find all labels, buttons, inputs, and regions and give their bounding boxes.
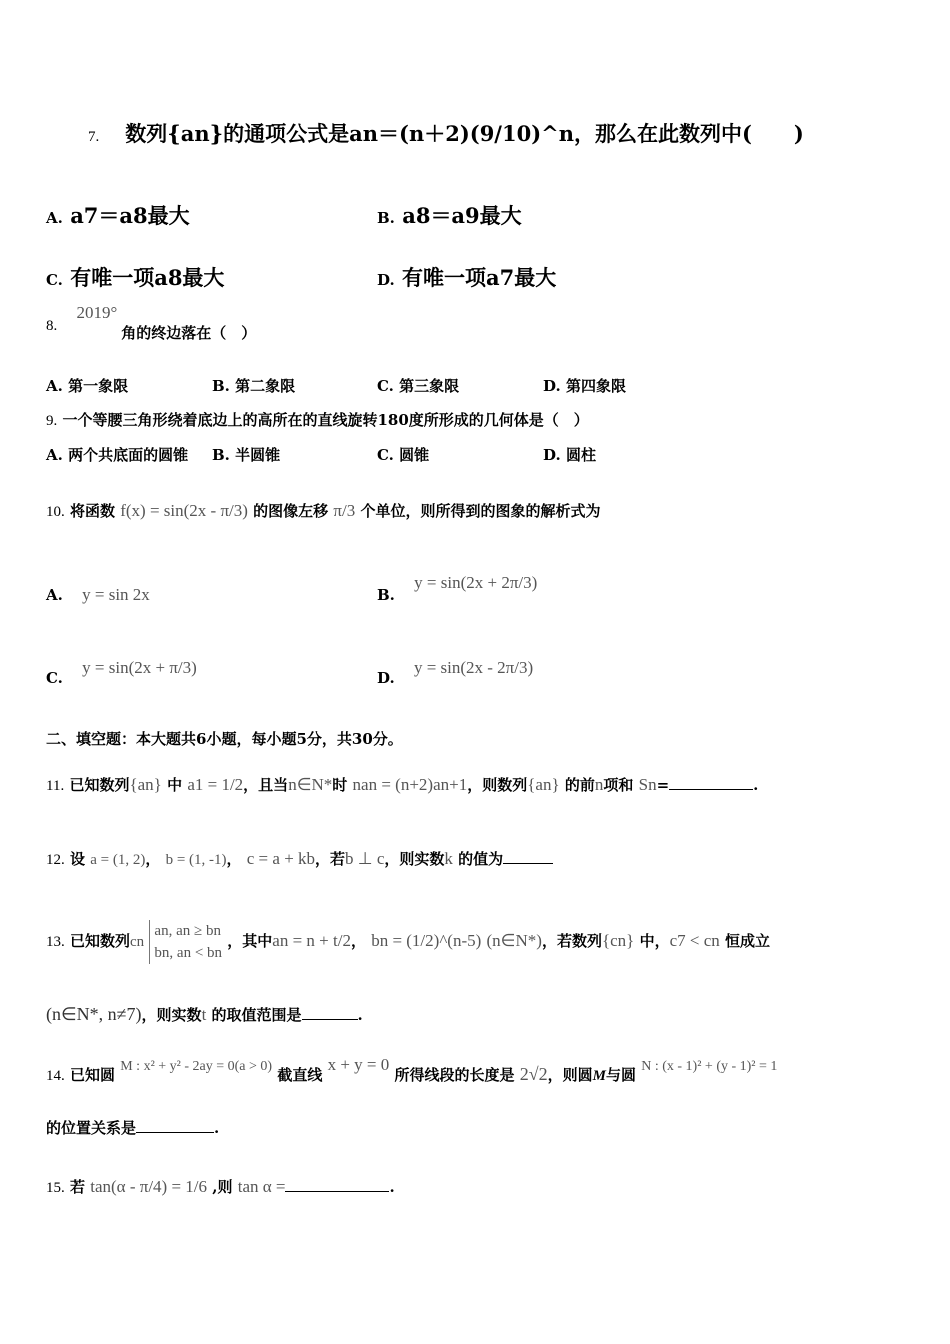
text: 时 xyxy=(332,776,348,794)
variable: n xyxy=(594,775,604,794)
text: . xyxy=(357,1006,363,1024)
question-number: 15. xyxy=(46,1180,65,1196)
circle-m: M : x² + y² - 2ay = 0(a > 0) xyxy=(120,1059,273,1074)
option-label: C. xyxy=(46,271,63,289)
circle-n: N : (x - 1)² + (y - 1)² = 1 xyxy=(641,1059,778,1074)
option-d xyxy=(543,444,596,465)
option-label: B. xyxy=(377,586,395,604)
question-7 xyxy=(88,118,804,148)
option-text: 有唯一项a8最大 xyxy=(70,265,225,290)
vector-b: b = (1, -1) xyxy=(165,852,227,868)
domain: (n∈N*) xyxy=(486,931,542,950)
text: 的取值范围是 xyxy=(211,1006,302,1024)
question-11 xyxy=(46,774,758,795)
option-label: D. xyxy=(377,271,395,289)
sum: Sn xyxy=(638,775,657,794)
text: 已知数列 xyxy=(69,932,130,950)
text: ,则 xyxy=(212,1178,233,1196)
option-text: 圆柱 xyxy=(565,446,596,464)
question-7-stem: 数列{an}的通项公式是an＝(n＋2)(9/10)^n，那么在此数列中( ) xyxy=(125,121,804,146)
text: 截直线 xyxy=(277,1066,323,1084)
option-c xyxy=(46,262,224,292)
vector-a: a = (1, 2) xyxy=(90,852,146,868)
sequence: cn xyxy=(130,934,145,950)
case: an, an ≥ bn xyxy=(154,923,221,939)
formula-an: an = n + t/2 xyxy=(272,931,351,950)
section-heading: 二、填空题：本大题共6小题，每小题5分，共30分。 xyxy=(46,730,403,748)
option-a xyxy=(46,200,190,230)
option-label: D. xyxy=(543,377,561,395)
option-d xyxy=(377,262,556,292)
text: 的前 xyxy=(564,776,595,794)
condition: n∈N* xyxy=(288,775,333,794)
question-14-cont xyxy=(46,1117,219,1138)
option-label: D. xyxy=(377,669,395,687)
initial-term: a1 = 1/2 xyxy=(187,775,244,794)
text: 已知圆 xyxy=(69,1066,115,1084)
option-text: 半圆锥 xyxy=(235,446,281,464)
question-number: 13. xyxy=(46,934,65,950)
question-15 xyxy=(46,1176,395,1197)
option-b xyxy=(212,375,295,396)
question-number: 14. xyxy=(46,1068,65,1084)
case: bn, an < bn xyxy=(154,945,223,961)
option-text: 第二象限 xyxy=(235,377,296,395)
piecewise-definition xyxy=(149,920,222,964)
answer-blank[interactable] xyxy=(302,1005,358,1020)
question-number: 12. xyxy=(46,852,65,868)
text: ，且当 xyxy=(243,776,289,794)
question-13: 13. 已知数列cn an, an ≥ bn bn, an < bn ，其中an = n + t/2， bn = (1/2)^(n-5) (n∈N*)，若数列{cn} 中，c7 < cn 恒成立 xyxy=(46,920,770,964)
option-label: A. xyxy=(46,209,63,227)
answer-blank[interactable] xyxy=(285,1177,389,1192)
option-label: A. xyxy=(46,586,63,604)
sequence: {an} xyxy=(527,775,560,794)
option-text: 有唯一项a7最大 xyxy=(402,265,557,290)
option-math: y = sin(2x + π/3) xyxy=(82,658,197,677)
text: 恒成立 xyxy=(725,932,771,950)
formula-bn: bn = (1/2)^(n-5) xyxy=(371,931,482,950)
option-d xyxy=(543,375,626,396)
option-text: 第一象限 xyxy=(68,377,129,395)
recurrence: nan = (n+2)an+1 xyxy=(352,775,468,794)
option-text: 第三象限 xyxy=(399,377,460,395)
option-c xyxy=(377,375,459,396)
option-b xyxy=(377,200,522,230)
shift-amount: π/3 xyxy=(333,501,356,520)
option-label: C. xyxy=(377,377,394,395)
option-c xyxy=(377,444,429,465)
target-expression: tan α = xyxy=(237,1177,286,1196)
text: ，若数列 xyxy=(541,932,602,950)
option-a xyxy=(46,375,128,396)
angle-value: 2019° xyxy=(76,303,118,322)
text: . xyxy=(753,776,759,794)
question-8-stem: 角的终边落在（ ） xyxy=(121,324,257,342)
question-number: 8. xyxy=(46,318,58,334)
text: ，则数列 xyxy=(467,776,528,794)
perpendicular-condition: b ⊥ c xyxy=(345,849,385,868)
option-a xyxy=(46,444,188,465)
text: . xyxy=(214,1119,220,1137)
option-label: C. xyxy=(46,669,63,687)
option-text: 圆锥 xyxy=(399,446,430,464)
text: 设 xyxy=(69,850,85,868)
inequality: c7 < cn xyxy=(669,931,720,950)
answer-blank[interactable] xyxy=(669,775,753,790)
option-b xyxy=(212,444,280,465)
question-13-cont xyxy=(46,1004,363,1025)
text: ，则圆 xyxy=(547,1066,593,1084)
option-d xyxy=(377,658,534,688)
variable: M xyxy=(592,1068,606,1084)
text: 若 xyxy=(69,1178,85,1196)
question-number: 11. xyxy=(46,778,65,794)
question-9 xyxy=(46,409,589,430)
variable: k xyxy=(444,849,453,868)
text: 的值为 xyxy=(458,850,504,868)
option-label: C. xyxy=(377,446,394,464)
variable: t xyxy=(201,1005,207,1024)
option-label: D. xyxy=(543,446,561,464)
question-12: 12. 设 a = (1, 2)， b = (1, -1)， c = a + kb，若b ⊥ c，则实数k 的值为 xyxy=(46,848,553,869)
option-math: y = sin(2x - 2π/3) xyxy=(413,658,534,677)
option-label: A. xyxy=(46,446,63,464)
text: ，则实数 xyxy=(384,850,445,868)
text: ，则实数 xyxy=(141,1006,202,1024)
text: ，其中 xyxy=(227,932,273,950)
answer-blank[interactable] xyxy=(503,849,553,864)
option-text: a8＝a9最大 xyxy=(402,203,522,228)
option-math: y = sin(2x + 2π/3) xyxy=(414,573,538,592)
text: 个单位，则所得到的图象的解析式为 xyxy=(360,502,601,520)
option-b xyxy=(377,573,538,605)
question-number: 7. xyxy=(88,129,100,145)
question-number: 10. xyxy=(46,504,65,520)
text: 所得线段的长度是 xyxy=(394,1066,515,1084)
question-14 xyxy=(46,1055,778,1085)
text: 将函数 xyxy=(69,502,115,520)
option-math: y = sin 2x xyxy=(82,585,150,604)
option-text: a7＝a8最大 xyxy=(70,203,190,228)
given-expression: tan(α - π/4) = 1/6 xyxy=(90,1177,208,1196)
answer-blank[interactable] xyxy=(136,1118,214,1133)
question-8 xyxy=(46,303,257,342)
text: 与圆 xyxy=(605,1066,636,1084)
sequence: {an} xyxy=(129,775,162,794)
segment-length: 2√2 xyxy=(519,1064,548,1084)
option-label: B. xyxy=(212,377,230,395)
text: 中 xyxy=(167,776,183,794)
function-expression: f(x) = sin(2x - π/3) xyxy=(120,501,248,520)
text: 中， xyxy=(639,932,670,950)
option-c xyxy=(46,658,197,688)
option-a xyxy=(46,585,150,605)
option-text: 两个共底面的圆锥 xyxy=(68,446,189,464)
question-9-stem: 一个等腰三角形绕着底边上的高所在的直线旋转180度所形成的几何体是（ ） xyxy=(62,411,589,429)
option-label: B. xyxy=(212,446,230,464)
sequence: {cn} xyxy=(601,931,635,950)
domain: (n∈N*, n≠7) xyxy=(46,1004,142,1024)
line-equation: x + y = 0 xyxy=(327,1055,390,1074)
question-10 xyxy=(46,500,600,521)
question-number: 9. xyxy=(46,413,58,429)
text: 已知数列 xyxy=(69,776,130,794)
option-label: A. xyxy=(46,377,63,395)
text: ，若 xyxy=(315,850,346,868)
option-text: 第四象限 xyxy=(565,377,626,395)
text: 项和 xyxy=(603,776,634,794)
text: = xyxy=(656,776,670,794)
text: . xyxy=(389,1178,395,1196)
text: 的位置关系是 xyxy=(46,1119,137,1137)
vector-c: c = a + kb xyxy=(246,849,316,868)
text: 的图像左移 xyxy=(253,502,329,520)
option-label: B. xyxy=(377,209,395,227)
